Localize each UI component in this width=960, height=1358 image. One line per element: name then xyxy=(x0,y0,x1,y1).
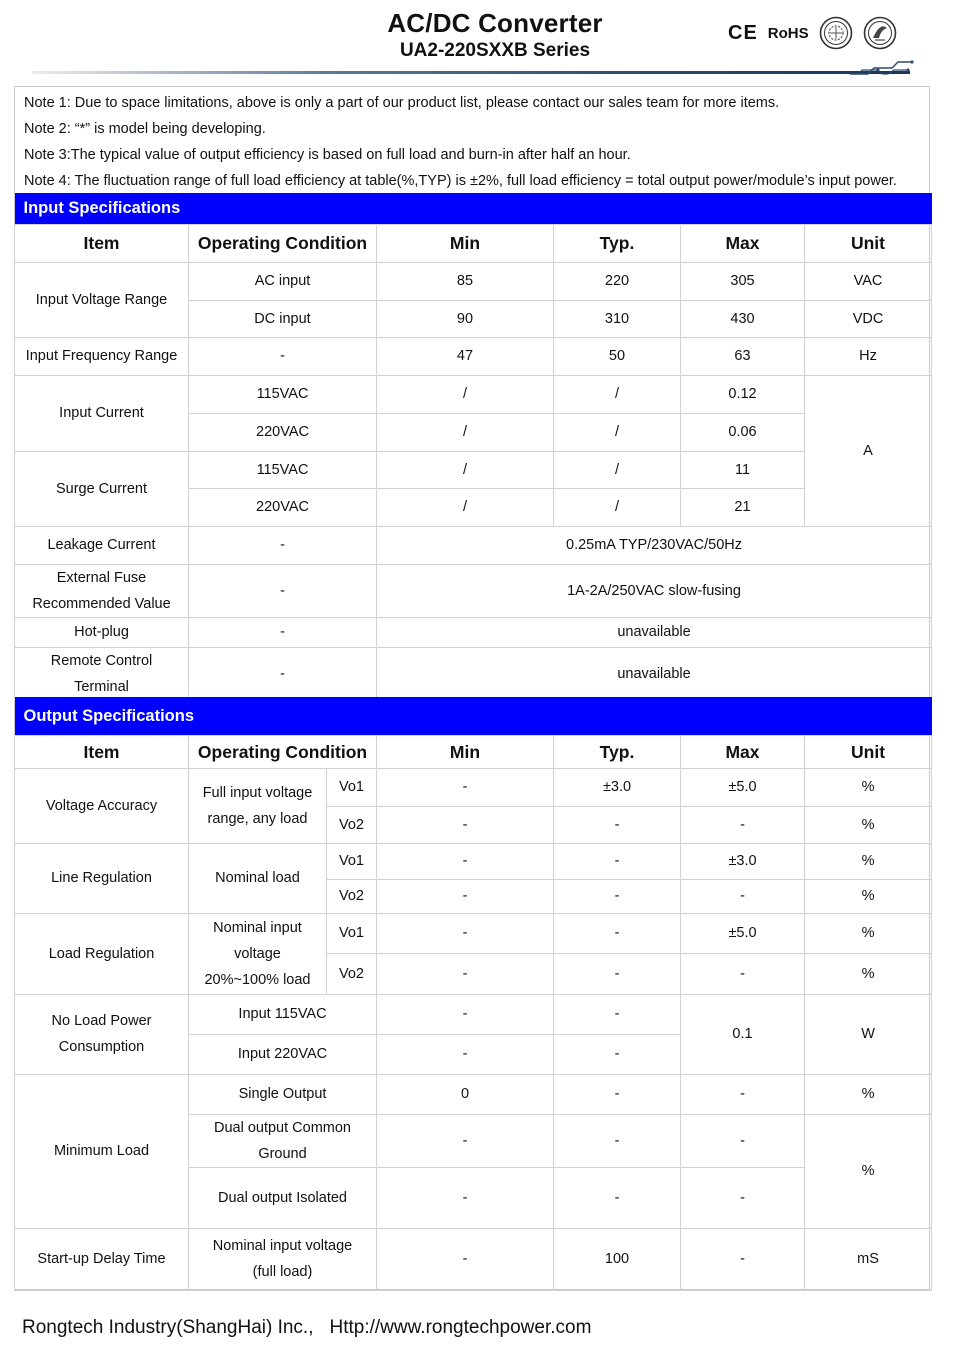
condition-line: 20%~100% load xyxy=(204,971,311,988)
condition-cell: - xyxy=(189,526,377,564)
col-header-condition: Operating Condition xyxy=(189,224,377,262)
unit-cell: VAC xyxy=(805,262,932,300)
typ-cell: - xyxy=(554,1114,681,1167)
max-cell: 430 xyxy=(681,300,805,337)
typ-cell: / xyxy=(554,375,681,413)
typ-cell: 50 xyxy=(554,337,681,375)
min-cell: - xyxy=(377,1167,554,1228)
footer-company: Rongtech Industry(ShangHai) Inc., xyxy=(22,1317,314,1338)
condition-cell: Input 115VAC xyxy=(189,994,377,1034)
notes-block xyxy=(24,90,897,194)
output-cell: Vo1 xyxy=(327,768,377,806)
condition-line: Dual output Common xyxy=(213,1119,351,1136)
condition-line: (full load) xyxy=(252,1264,313,1280)
min-cell: 85 xyxy=(377,262,554,300)
row-label-line: Consumption xyxy=(58,1039,145,1055)
min-cell: - xyxy=(377,994,554,1034)
max-cell: ±5.0 xyxy=(681,913,805,953)
col-header-unit: Unit xyxy=(805,735,932,768)
table-row xyxy=(15,337,932,375)
min-cell: / xyxy=(377,413,554,451)
input-specifications-table xyxy=(14,193,932,701)
value-cell: unavailable xyxy=(377,617,932,647)
header-divider xyxy=(32,71,910,74)
row-label-line: No Load Power xyxy=(51,1013,152,1029)
max-cell: - xyxy=(681,1167,805,1228)
value-cell: 1A-2A/250VAC slow-fusing xyxy=(377,564,932,617)
column-header-row xyxy=(15,735,932,768)
value-cell: unavailable xyxy=(377,647,932,700)
typ-cell: - xyxy=(554,953,681,994)
max-cell: 63 xyxy=(681,337,805,375)
note-1: Note 1: Due to space limitations, above is only a part of our product list, please contact our sales team for more items. xyxy=(24,95,780,111)
table-row xyxy=(15,617,932,647)
condition-cell xyxy=(189,913,327,994)
note-3: Note 3:The typical value of output efficiency is based on full load and burn-in after half an hour. xyxy=(24,147,631,163)
table-row xyxy=(15,843,932,879)
min-cell: - xyxy=(377,913,554,953)
min-cell: / xyxy=(377,375,554,413)
col-header-max: Max xyxy=(681,735,805,768)
condition-cell: - xyxy=(189,617,377,647)
col-header-typ: Typ. xyxy=(554,735,681,768)
series-subtitle: UA2-220SXXB Series xyxy=(399,40,591,61)
col-header-condition: Operating Condition xyxy=(189,735,377,768)
max-cell: - xyxy=(681,1074,805,1114)
condition-line: voltage xyxy=(234,945,281,962)
output-cell: Vo1 xyxy=(327,843,377,879)
table-row xyxy=(15,913,932,953)
rohs-mark: RoHS xyxy=(767,24,809,42)
min-cell: - xyxy=(377,1034,554,1074)
table-row xyxy=(15,1074,932,1114)
unit-cell: Hz xyxy=(805,337,932,375)
footer-website-link[interactable]: Http://www.rongtechpower.com xyxy=(329,1317,592,1338)
unit-cell: % xyxy=(805,913,932,953)
iso-certification-seal-icon xyxy=(819,16,853,50)
condition-cell: - xyxy=(189,337,377,375)
condition-line: Ground xyxy=(258,1145,307,1162)
max-cell: ±5.0 xyxy=(681,768,805,806)
typ-cell: - xyxy=(554,1167,681,1228)
min-cell: 47 xyxy=(377,337,554,375)
output-section-title: Output Specifications xyxy=(15,697,932,735)
table-row xyxy=(15,647,932,700)
col-header-item: Item xyxy=(15,224,189,262)
output-cell: Vo2 xyxy=(327,953,377,994)
row-label: Input Current xyxy=(15,375,189,451)
typ-cell: / xyxy=(554,488,681,526)
table-row xyxy=(15,526,932,564)
unit-cell: % xyxy=(805,768,932,806)
max-cell: - xyxy=(681,806,805,843)
note-2: Note 2: “*” is model being developing. xyxy=(24,121,266,137)
typ-cell: 310 xyxy=(554,300,681,337)
row-label-line: Recommended Value xyxy=(32,595,171,612)
condition-line: Full input voltage xyxy=(202,784,313,801)
max-cell: 21 xyxy=(681,488,805,526)
col-header-unit: Unit xyxy=(805,224,932,262)
row-label: Voltage Accuracy xyxy=(15,768,189,843)
col-header-typ: Typ. xyxy=(554,224,681,262)
condition-line: range, any load xyxy=(207,810,308,827)
unit-cell: % xyxy=(805,879,932,913)
row-label-line: Terminal xyxy=(74,678,129,695)
typ-cell: / xyxy=(554,413,681,451)
col-header-item: Item xyxy=(15,735,189,768)
section-header xyxy=(15,193,932,224)
unit-cell: % xyxy=(805,953,932,994)
condition-cell xyxy=(189,768,327,843)
condition-cell: 115VAC xyxy=(189,375,377,413)
output-cell: Vo2 xyxy=(327,806,377,843)
col-header-max: Max xyxy=(681,224,805,262)
unit-cell: % xyxy=(805,1074,932,1114)
row-label: Input Frequency Range xyxy=(15,337,189,375)
min-cell: / xyxy=(377,488,554,526)
condition-cell: DC input xyxy=(189,300,377,337)
output-cell: Vo1 xyxy=(327,913,377,953)
typ-cell: 220 xyxy=(554,262,681,300)
row-label: Load Regulation xyxy=(15,913,189,994)
unit-cell: % xyxy=(805,1114,932,1228)
page-title: AC/DC Converter xyxy=(387,8,603,38)
table-row xyxy=(15,262,932,300)
table-row xyxy=(15,451,932,488)
row-label: Line Regulation xyxy=(15,843,189,913)
certification-logos xyxy=(728,16,897,50)
max-cell: 0.06 xyxy=(681,413,805,451)
row-label: Start-up Delay Time xyxy=(15,1228,189,1290)
typ-cell: - xyxy=(554,913,681,953)
footer xyxy=(22,1317,591,1339)
max-cell: - xyxy=(681,1114,805,1167)
typ-cell: / xyxy=(554,451,681,488)
row-label-line: Remote Control xyxy=(50,652,153,669)
max-cell: 0.12 xyxy=(681,375,805,413)
condition-line: Nominal input voltage xyxy=(212,1238,353,1254)
max-cell: 305 xyxy=(681,262,805,300)
note-4: Note 4: The fluctuation range of full load efficiency at table(%,TYP) is ±2%, full load efficiency = total output power/module’s input power. xyxy=(24,173,897,189)
condition-cell: Dual output Isolated xyxy=(189,1167,377,1228)
row-label xyxy=(15,994,189,1074)
max-cell: - xyxy=(681,1228,805,1290)
row-label: Hot-plug xyxy=(15,617,189,647)
condition-cell: 220VAC xyxy=(189,413,377,451)
row-label: Input Voltage Range xyxy=(15,262,189,337)
condition-cell: 115VAC xyxy=(189,451,377,488)
col-header-min: Min xyxy=(377,224,554,262)
min-cell: / xyxy=(377,451,554,488)
row-label xyxy=(15,564,189,617)
condition-cell: - xyxy=(189,564,377,617)
condition-cell: Nominal load xyxy=(189,843,327,913)
value-cell: 0.25mA TYP/230VAC/50Hz xyxy=(377,526,932,564)
max-cell: 0.1 xyxy=(681,994,805,1074)
min-cell: 0 xyxy=(377,1074,554,1114)
condition-line: Nominal input xyxy=(213,919,302,936)
typ-cell: - xyxy=(554,843,681,879)
min-cell: - xyxy=(377,768,554,806)
row-label: Leakage Current xyxy=(15,526,189,564)
min-cell: 90 xyxy=(377,300,554,337)
quality-certification-seal-icon xyxy=(863,16,897,50)
typ-cell: - xyxy=(554,1074,681,1114)
condition-cell: - xyxy=(189,647,377,700)
max-cell: - xyxy=(681,953,805,994)
max-cell: ±3.0 xyxy=(681,843,805,879)
typ-cell: - xyxy=(554,994,681,1034)
condition-cell: AC input xyxy=(189,262,377,300)
typ-cell: 100 xyxy=(554,1228,681,1290)
section-header xyxy=(15,697,932,735)
condition-cell: Single Output xyxy=(189,1074,377,1114)
row-label-line: External Fuse xyxy=(56,569,147,586)
condition-cell xyxy=(189,1114,377,1167)
typ-cell: - xyxy=(554,1034,681,1074)
row-label: Surge Current xyxy=(15,451,189,526)
circuit-trace-decoration-icon xyxy=(848,58,914,80)
table-row xyxy=(15,564,932,617)
condition-cell: 220VAC xyxy=(189,488,377,526)
condition-cell: Input 220VAC xyxy=(189,1034,377,1074)
min-cell: - xyxy=(377,953,554,994)
column-header-row xyxy=(15,224,932,262)
typ-cell: - xyxy=(554,806,681,843)
max-cell: - xyxy=(681,879,805,913)
output-cell: Vo2 xyxy=(327,879,377,913)
col-header-min: Min xyxy=(377,735,554,768)
unit-cell: VDC xyxy=(805,300,932,337)
ce-mark: CE xyxy=(728,21,758,44)
unit-cell: A xyxy=(805,375,932,526)
min-cell: - xyxy=(377,1114,554,1167)
min-cell: - xyxy=(377,1228,554,1290)
row-label xyxy=(15,647,189,700)
max-cell: 11 xyxy=(681,451,805,488)
table-row xyxy=(15,375,932,413)
typ-cell: ±3.0 xyxy=(554,768,681,806)
min-cell: - xyxy=(377,879,554,913)
typ-cell: - xyxy=(554,879,681,913)
condition-cell xyxy=(189,1228,377,1290)
unit-cell: % xyxy=(805,806,932,843)
table-row xyxy=(15,1228,932,1290)
min-cell: - xyxy=(377,806,554,843)
unit-cell: W xyxy=(805,994,932,1074)
table-row xyxy=(15,994,932,1034)
table-row xyxy=(15,768,932,806)
min-cell: - xyxy=(377,843,554,879)
unit-cell: % xyxy=(805,843,932,879)
output-specifications-table xyxy=(14,697,932,1291)
unit-cell: mS xyxy=(805,1228,932,1290)
input-section-title: Input Specifications xyxy=(15,193,932,224)
row-label: Minimum Load xyxy=(15,1074,189,1228)
